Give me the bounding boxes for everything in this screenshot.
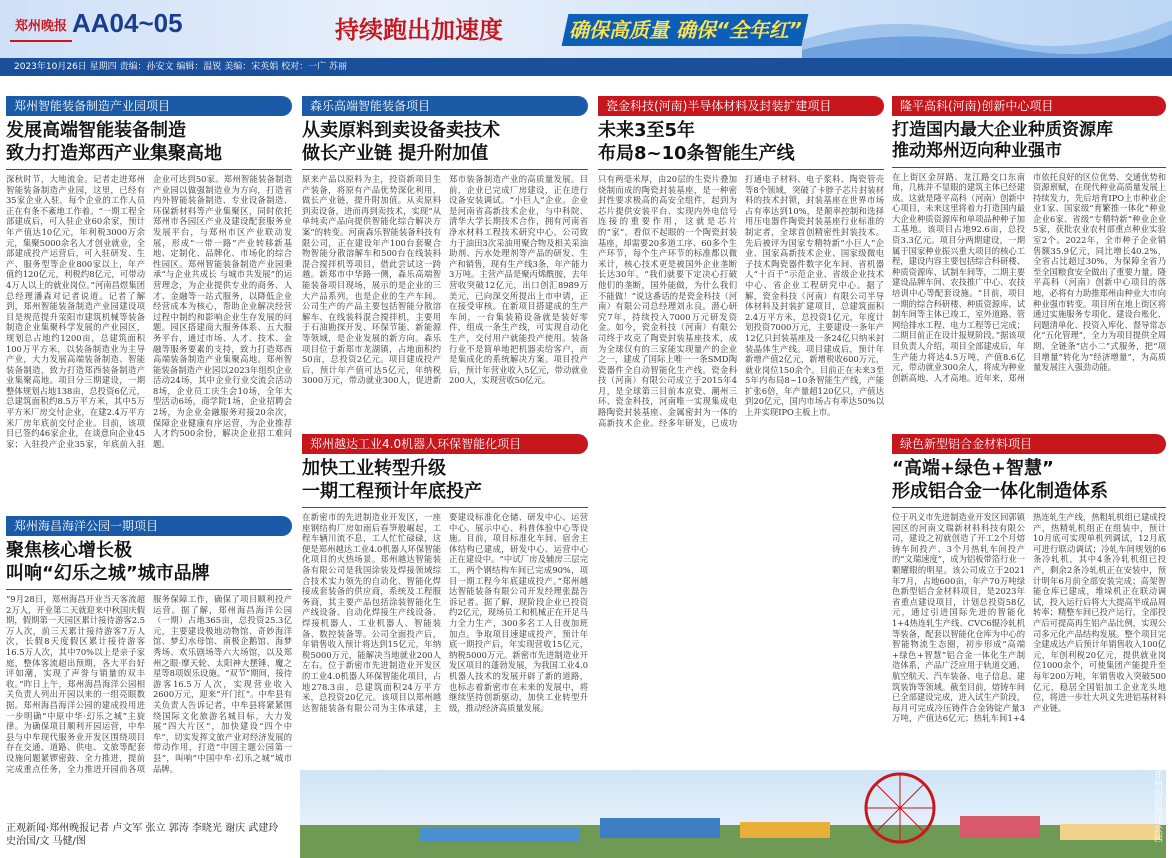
article-title-line1: 加快工业转型升级 [302, 458, 446, 479]
article-yueda-robot [302, 434, 588, 768]
article-body: 在上街区金屏路、龙江路交口东南角，几栋并不显眼的建筑主体已经建成。这就是隆平高科（河南）创新中心项目，未来这里将着力打造国内最大企业种质资源库和单项品种种子加工基地。该项目占地92.6亩，总投资3.3亿元。项目分两期建设，一期属于国家种业振兴重大项目的核心工程，建设内容主要包括综合科研楼、种质资源库、试制车间等，二期主要建设品牌车间、农技推广中心、农技培训中心等配套设施。“目前，项目一期的综合科研楼、种质资源库、试制车间等主体已竣工，室外道路、管网给排水工程、电力工程等已完成；二期目前正在设计报规阶段。”据该项目负责人介绍，项目全部建成后，年生产能力将达4.5万吨，产值8.6亿元，带动就业300余人，将成为种业创新高地、人才高地。近年来，郑州市依托良好的区位优势、交通优势和资源禀赋，在现代种业高质量发展上持续发力，先后培育IPO上市种业企业1家、国家级“育繁推一体化”种业企业6家、省级“专精特新”种业企业5家，获批农业农村部重点种业实验室2个。2022年，全市种子企业销售额35.9亿元，同比增长40.2%，全省占比超过30%，为保障全省乃至全国粮食安全做出了重要力量。隆平高科（河南）创新中心项目的落地，必将有力助推郑州由种业大市向种业强市转变。项目所在地上街区将通过实施服务专项化、建设台账化、问题清单化、投资入库化、督导常态化“五化管理”，全力为项目提供全周期、全链条“店小二”式服务，把“项目增量”转化为“经济增量”，为高质量发展注入强劲动能。 [892, 171, 1166, 383]
credits-line2: 史治国/文 马健/图 [6, 836, 86, 847]
article-tag: 郑州越达工业4.0机器人环保智能化项目 [302, 434, 588, 454]
article-title-line1: 未来3至5年 [598, 120, 696, 141]
article-body: “9月28日，郑州海昌开业当天客流超2万人，开业第二天就迎来中秋国庆假期，假期第一天园区累计接待游客2.5万人次，前三天累计接待游客7万人次，长假8天度假区累计接待游客16.5万人次，其中70%以上是亲子家庭，整体客流超出预期，各大平台好评如潮，实现了声誉与销量的双丰收。”昨日上午，郑州海昌海洋公园相关负责人列出开园以来的一组亮眼数据。郑州海昌海洋公园的建成投用进一步明确“中原中华·幻乐之城”主旋律。为确保项目顺利开园运营，中牟县与中牟现代服务业开发区围绕项目存在交通、道路、供电、文旅等配套设施问题紧锣密鼓、全力推进，提前完成重点任务，全力推进开园前各项服务保障工作，确保了项目顺利投产运营。据了解，郑州海昌海洋公园（一期）占地365亩，总投资25.3亿元，主要建设极地动物馆、奇妙海洋馆、梦幻水母馆、南极企鹅馆、海梦秀场、欢乐剧场等六大场馆，以及郑州之眼·摩天轮、太阳神大摆锤、魔之星等8项娱乐设施。“双节”期间，接待游客16.5万人次，实现营业收入2600万元，迎来“开门红”。中牟县有关负责人告诉记者，中牟县将紧紧围绕国际文化旅游名城目标，大力发展“四大片区”，加快建设“四个中牟”，切实发挥文旅产业对经济发展的带动作用，打造“中国主题公园第一县”，叫响“中国中牟·幻乐之城”城市品牌。 [6, 594, 292, 774]
page-tagline [562, 14, 809, 46]
ocean-park-photo [300, 770, 1166, 858]
article-tag: 郑州智能装备制造产业园项目 [6, 96, 292, 116]
article-body: 只有两毫米厚，由20层的生瓷片叠加烧制而成的陶瓷封装基座，是一种密封性要求极高的高安全组件，起到为芯片提供安装平台、实现内外电信号连接的重要作用，这就是芯片的“家”。看似不起眼的一个陶瓷封装基座，却需要20多道工序、60多个生产环节，每个生产环节的标准都以微米计，核心技术更是被国外企业垄断长达30年。“我们就要下定决心打破他们的垄断，国外能做，为什么我们不能做！”说这番话的是瓷金科技（河南）有限公司总经理刘永良。潜心研究7年，持续投入7000万元研发资金。如今，瓷金科技（河南）有限公司终于攻克了陶瓷封装基座技术，成为全球仅有的三家能实现量产的企业之一，建成了国际上唯一一条SMD陶瓷器件全自动智能化生产线。瓷金科技（河南）有限公司成立于2015年4月，是全球第三目前本京瓷、潮州三环、瓷金科技，河南唯一实现集成电路陶瓷封装基座、金属密封为一体的高新技术企业。经多年研发，已成功打通电子材料、电子浆料、陶瓷管壳等8个领域，突破了卡脖子芯片封装材料的技术封锁，封装基座在世界市场占有率达到10%，是颠率控制和选择用压电器件陶瓷封装基座行业标准的制定者，全球首创精密性封装技术。先后被评为国家专精特新“小巨人”企业、国家高新技术企业、国家级微电子技术陶瓷器件数字化车间、省机器人“十百千”示范企业、省级企业技术中心、省企业工程研究中心。据了解，瓷金科技（河南）有限公司半导体材料及封装扩建项目，总建筑面积2.4万平方米，总投资1亿元，年度计划投资7000万元，主要建设一条年产12亿只封装基座及一条24亿只纳米封装晶体生产线。项目建成后，预计年新增产值2亿元，新增税收600万元，就业岗位150余个。目前正在未来3至5年内布局8~10条智能生产线，产能扩张6倍，年产量超120亿只，产值达到20亿元，国内市场占有率达50%以上并实现IPO主板上市。 [598, 174, 884, 428]
credits-line1: 正观新闻·郑州晚报记者 卢文军 张立 郭涛 李晓光 谢庆 武建玲 [6, 823, 279, 834]
article-cijin-semiconductor [598, 96, 884, 494]
page-header [0, 0, 1172, 58]
article-title-line2: 叫响“幻乐之城”城市品牌 [6, 562, 210, 584]
article-title-line2: 形成铝合金一体化制造体系 [892, 480, 1108, 502]
photo-caption: 郑州海昌海洋公园 [1152, 770, 1162, 842]
newspaper-logo: 郑州晚报 [10, 12, 72, 42]
reporter-credits [6, 822, 296, 848]
divider [892, 167, 1166, 168]
ocean-park-photo-illustration [300, 770, 1166, 858]
article-title-line2: 一期工程预计年底投产 [302, 480, 482, 502]
page-title: 持续跑出加速度 [335, 16, 503, 44]
divider [598, 169, 884, 170]
article-body: 位于巩义市先进制造业开发区回郭镇园区的河南文瑞新材料科技有限公司，建设之初就创造了开工2个月熔铸车间投产、3个月热轧车间投产的“文瑞速度”，成为铝板带箔行业一颗耀眼的明星。该公司成立于2021年7月，占地600亩，年产70万吨绿色新型铝合金材料项目，是2023年省重点建设项目，计划总投资58亿元，通过引进国际先进的智能化1+4热连轧生产线、CVC6辊冷轧机等装备，配套以智能化仓库为中心的智能物流生态圈，初步形成“高端+绿色+智慧”铝合金一体化生产制造体系，产品广泛应用于轨道交通、航空航天、汽车装备、电子信息、建筑装饰等领域。截至目前，熔铸车间已全部建设完成，进入试生产阶段，每月可完成冷压铸件合金铸锭产量3万吨，产值达6亿元；热轧车间1+4热连轧生产线，热粗轧机组已建成投产，热精轧机组正在组装中，预计10月底可实现单机列调试，12月底可进行联动调试；冷轧车间规划的6条冷轧机，其中4条冷轧机组已投产，剩余2条冷轧机正在安装中，预计明年6月前全部安装完成；高架智能仓库已建成，堆垛机正在联动调试，投入运行后将大大提高半成品周转率；精整车间已投产运行，全部投产后可提高再生铝产品比例，实现公司多元化产品结构发展。整个项目完全建成达产后预计年销售收入100亿元，年创利税20亿元，提供就业岗位1000余个，可使集团产能提升至每年200万吨，年销售收入突破500亿元，稳居全国铝加工企业龙头地位，将进一步壮大巩义先进铝基材料产业链。 [892, 512, 1166, 724]
article-haichang-ocean-park [6, 516, 292, 818]
divider [6, 589, 292, 590]
divider [302, 169, 588, 170]
article-tag: 森乐高端智能装备项目 [302, 96, 588, 116]
edition-meta: 2023年10月26日 星期四 责编：孙安文 编辑：温锐 美编：宋英娟 校对：一广 苏丽 [0, 58, 1172, 76]
wave-decoration [802, 0, 1172, 58]
article-title-line1: 聚焦核心增长极 [6, 540, 132, 561]
article-body: 原来产品以原料为主，投资新项目生产装备，将原有产品优势深化利用，做长产业链，提升附加值。从卖原料到卖设备，进而再到卖技术，实现“从单纯卖产品向提供智能化综合解决方案”的转变。河南森乐智能装备科技有限公司，正在建设年产100台套聚合物智能分散溶解车和500台在线装料混合搅拌机等项目，借此尝试这一跨越。新郑市中华路一侧，森乐高端智能装备项目现场，展示的是企业的三大产品系列，也是企业的生产车间。公司生产的产品主要包括智能分散溶解车、在线装料混合搅拌机，主要用于石油勘探开发、环保节能、新能源等领域，是企业发展的新方向。森乐项目位于新郑市龙湖镇，占地面积约50亩，总投资2亿元。项目建成投产后，预计年产值可达5亿元，年纳税3000万元，带动就业300人，促进新郑市装备制造产业的高质量发展。目前，企业已完成厂房建设，正在进行设备安装调试。“小巨人”企业。企业是河南省高新技术企业，与中科院、清华大学长期技术合作，拥有河南省净水材料工程技术研究中心。公司致力于油田3次采油用聚合物及相关采油助剂、污水处理剂等产品的研发、生产和销售，现有生产线3条，年产能力3万吨。主营产品是聚丙烯酰胺，去年营收突破12亿元，出口创汇8989万美元，已向深交所提出上市申请，正在接受审核。在新项目搭建成的生产车间，一台集装箱设备就是装好零件，组成一条生产线，可实现自动化生产，交付用户就能投产使用。装备行业不是简单地把机器卖给客户，而是集成化的系统解决方案。项目投产后，预计年营业收入5亿元，带动就业200人，实现营收50亿元。 [302, 174, 588, 386]
article-title-line2: 致力打造郑西产业集聚高地 [6, 142, 222, 164]
article-longping-seed [892, 96, 1166, 426]
article-senle-equipment [302, 96, 588, 426]
article-title-line2: 推动郑州迈向种业强市 [892, 141, 1062, 162]
article-title-line1: 打造国内最大企业种质资源库 [892, 120, 1113, 140]
divider [302, 507, 588, 508]
article-tag: 瓷金科技(河南)半导体材料及封装扩建项目 [598, 96, 884, 116]
article-title-line2: 做长产业链 提升附加值 [302, 142, 489, 164]
article-title-line1: 发展高端智能装备制造 [6, 120, 186, 141]
page-tagline-text: 确保高质量 确保“全年红” [568, 18, 802, 42]
divider [892, 507, 1166, 508]
article-body: 在新密市的先进制造业开发区，一座座钢结构厂房如雨后春笋般崛起，工程车辆川流不息，工人忙忙碌碌，这便是郑州越达工业4.0机器人环保智能化项目的火热场景。郑州越达智能装备有限公司是我国涂装及焊接领域综合技术实力领先的自动化、智能化焊接成套装备的供应商，系统及工程服务商，其主要产品包括涂装智能化生产线设备、自动化焊接生产线设备、焊接机器人、工业机器人、智能装备、数控装备等。公司全面投产后，年销售收入预计将达到15亿元，年纳税5000万元，能解决当地就业200人左右。位于新密市先进制造业开发区的工业4.0机器人环保智能化项目，占地278.3亩，总建筑面积24万平方米，总投资20亿元。该项目以郑州越达智能装备有限公司为主体承建，主要建设标准化仓储、研发中心、运营中心、展示中心、科普体验中心等设施。目前，项目标准化车间、宿舍主体结构已建成，研发中心、运营中心正在建设中。“中试厂房及辅房三层完工，两个钢结构车间已完成90%，项目一期工程今年底建成投产。”郑州越达智能装备有限公司开发经理张磊告诉记者。据了解，现阶段企业已投资约2亿元，现场员工和机械正在开足马力全力生产，300多名工人日夜加班加点。争取项目速建成投产，预计年底一期投产后，年实现营收15亿元，纳税5000万元。新密市先进制造业开发区项目的蓬勃发展，为我国工业4.0机器人技术的发展开辟了新的道路，也标志着新密市在未来的发展中，将继续坚持创新驱动，加快工业转型升级，推动经济高质量发展。 [302, 512, 588, 713]
article-title-line1: “高端+绿色+智慧” [892, 458, 1054, 479]
article-tag: 绿色新型铝合金材料项目 [892, 434, 1166, 454]
article-title-line2: 布局8~10条智能生产线 [598, 142, 795, 164]
article-smart-equipment-park [6, 96, 292, 504]
article-aluminum-alloy [892, 434, 1166, 768]
article-body: 深秋时节，大地流金。记者走进郑州智能装备制造产业园，这里，已经有35家企业入驻，每个企业的工作人员正在有条不紊地工作着。“一期工程全部建成后，可入驻企业60余家，预计年产值达10亿元，年利税3000万余元，集聚5000余名人才创业就业，全部建成投产运营后，可入驻研发、生产、服务型等企业800家以上，年产值约120亿元，利税约8亿元，可带动4万人以上的就业岗位。”河南昌煜集团总经理潘森对记者说道。记者了解到，郑州智能装备制造产业园建设项目是规范提升荥阳市建筑机械等装备制造企业集聚科学发展的产业园区，规划总占地约1200亩，总建筑面积100万平方米，以装备制造业为主导产业，大力发展高端装备制造、智能装备制造，致力打造郑西装备制造产业集聚高地。项目分三期建设，一期整体规划占地138亩，总投资6亿元，总建筑面积约8.5万平方米，其中5万平方米厂房交付企业，在建2.4万平方米厂房年底前交付企业。目前，该项目已签约46家企业，在谈意向企业45家；入驻投产企业35家，年底前入驻企业可达到50家。郑州智能装备制造产业园以做强制造业为方向，打造省内外智能装备制造、专业设备制造、环保新材料等产业集聚区，同时依托郑州市各园区产业及建设配套服务业发展平台，与郑州市区产业联动发展，形成“一带一路”产业转移新基地、定制化、品牌化、市场化的综合性园区。郑州智能装备制造产业园秉承“与企业共成长 与城市共发展”的运营理念，为企业提供专业的商务、人才、金融等一站式服务，以降低企业经营成本为核心，帮助企业解决经营过程中制约和影响企业生存发展的问题。园区搭建商大服务体系、五大服务平台，通过市场、人才、技术、金融等服务要素的支持，致力打造郑西高端装备制造产业集聚高地。郑州智能装备制造产业园以2023年组织企业活动24场，其中企业行业交流会活动8场，企业员工庆生会10场，全年大型活动6场，商学院1场，企业招聘会2场，为企业金融服务对接20余次，保障企业健康有序运营，为企业推荐人才约500余份，解决企业招工难问题。 [6, 174, 292, 449]
page-number: AA04~05 [72, 8, 183, 38]
article-tag: 郑州海昌海洋公园一期项目 [6, 516, 292, 536]
article-tag: 隆平高科(河南)创新中心项目 [892, 96, 1166, 116]
article-title-line1: 从卖原料到卖设备卖技术 [302, 120, 500, 141]
divider [6, 169, 292, 170]
